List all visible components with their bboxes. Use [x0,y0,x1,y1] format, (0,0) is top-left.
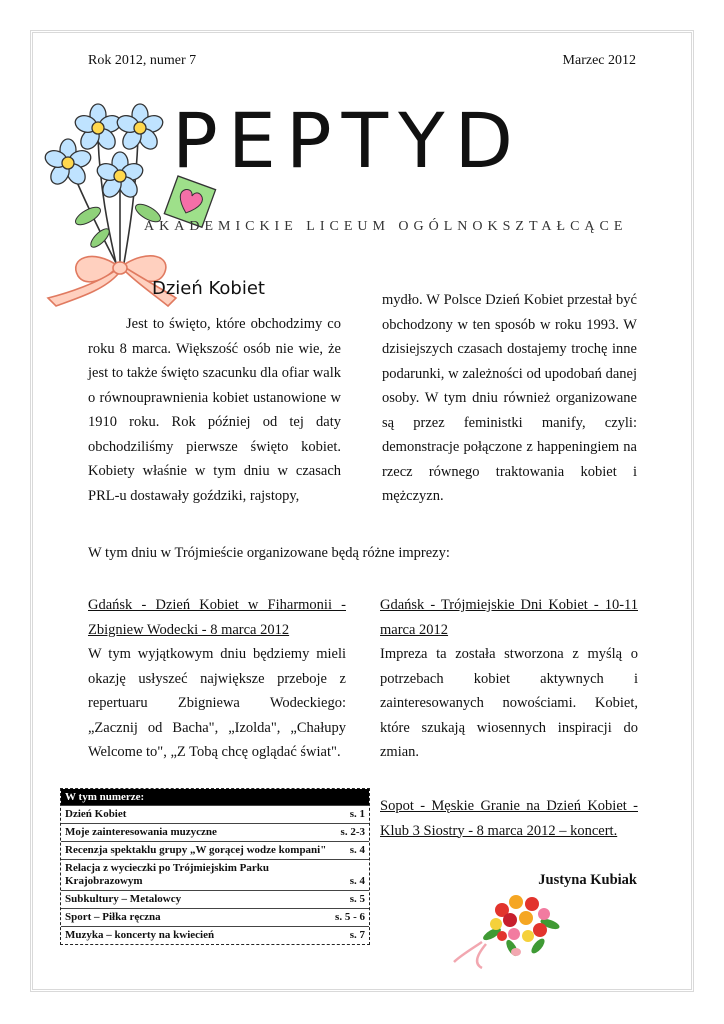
article-author: Justyna Kubiak [538,872,637,888]
toc-item[interactable] [61,926,369,944]
article-column-2 [382,288,637,509]
toc-item-title: Recenzja spektaklu grupy „W gorącej wodze kompani" [65,844,327,856]
toc-item-page: s. 5 - 6 [335,911,365,923]
event-trojmiejskie-dni-kobiet [380,593,638,765]
issue-number: Rok 2012, numer 7 [88,53,197,68]
toc-item[interactable] [61,823,369,841]
toc-item-title: Relacja z wycieczki po Trójmiejskim Parku Krajobrazowym [65,862,269,887]
masthead-title: PEPTYD [172,96,524,185]
toc-item-title: Subkultury – Metalowcy [65,893,182,905]
article-column-1 [88,312,341,508]
small-bouquet-illustration [452,890,572,972]
event-description: W tym wyjątkowym dniu będziemy mieli okazję usłyszeć największe przeboje z repertuaru Zbigniewa Wodeckiego: „Zacznij od Bacha", „Izolda", „Chałupy Welcome to", „Z Tobą chcę oglądać świat". [88,646,346,760]
toc-item-title: Dzień Kobiet [65,808,127,820]
events-intro: W tym dniu w Trójmieście organizowane będą różne imprezy: [88,545,450,561]
toc-item-page: s. 7 [349,929,365,941]
toc-item-title: Sport – Piłka ręczna [65,911,161,923]
event-title[interactable]: Gdańsk - Trójmiejskie Dni Kobiet - 10-11 marca 2012 [380,597,638,638]
event-title[interactable]: Sopot - Męskie Granie na Dzień Kobiet - Klub 3 Siostry - 8 marca 2012 – koncert. [380,798,638,839]
toc-item-page: s. 2-3 [340,826,365,838]
masthead-subtitle: AKADEMICKIE LICEUM OGÓLNOKSZTAŁCĄCE [144,219,628,234]
issue-date: Marzec 2012 [562,53,636,68]
toc-item-page: s. 5 [349,893,365,905]
toc-heading: W tym numerze: [61,789,369,805]
toc-item-title: Moje zainteresowania muzyczne [65,826,217,838]
toc-item-title: Muzyka – koncerty na kwiecień [65,929,215,941]
article-heading: Dzień Kobiet [152,278,265,299]
event-title[interactable]: Gdańsk - Dzień Kobiet w Fiharmonii - Zbigniew Wodecki - 8 marca 2012 [88,597,346,638]
toc-item-page: s. 4 [349,844,365,856]
toc-item[interactable] [61,890,369,908]
toc-item-page: s. 4 [349,875,365,887]
toc-item-page: s. 1 [349,808,365,820]
event-sopot-meskie-granie [380,794,638,843]
toc-item[interactable] [61,859,369,890]
toc-item[interactable] [61,841,369,859]
table-of-contents [60,788,370,945]
toc-item[interactable] [61,805,369,823]
event-gdansk-filharmonia [88,593,346,765]
article-paragraph: Jest to święto, które obchodzimy co roku 8 marca. Większość osób nie wie, że jest to także święto szacunku dla ofiar walk o równouprawnienia kobiet ustanowione w 1910 roku. Rok później od tej daty obchodziliśmy pierwsze święto kobiet. Kobiety właśnie w tym dniu w czasach PRL-u dostawały goździki, rajstopy, [88,316,341,504]
article-paragraph: mydło. W Polsce Dzień Kobiet przestał być obchodzony w ten sposób w roku 1993. W dzisiejszych czasach dostajemy trochę inne podarunki, w zależności od upodobań danej osoby. W tym dniu również organizowane są przez feministki manify, czyli: demonstracje połączone z happeningiem na rzecz równego traktowania kobiet i mężczyzn. [382,292,637,504]
event-description: Impreza ta została stworzona z myślą o potrzebach kobiet aktywnych i zainteresowanych nowościami. Kobiet, które szukają wiosennych inspiracji do zmian. [380,646,638,760]
toc-item[interactable] [61,908,369,926]
